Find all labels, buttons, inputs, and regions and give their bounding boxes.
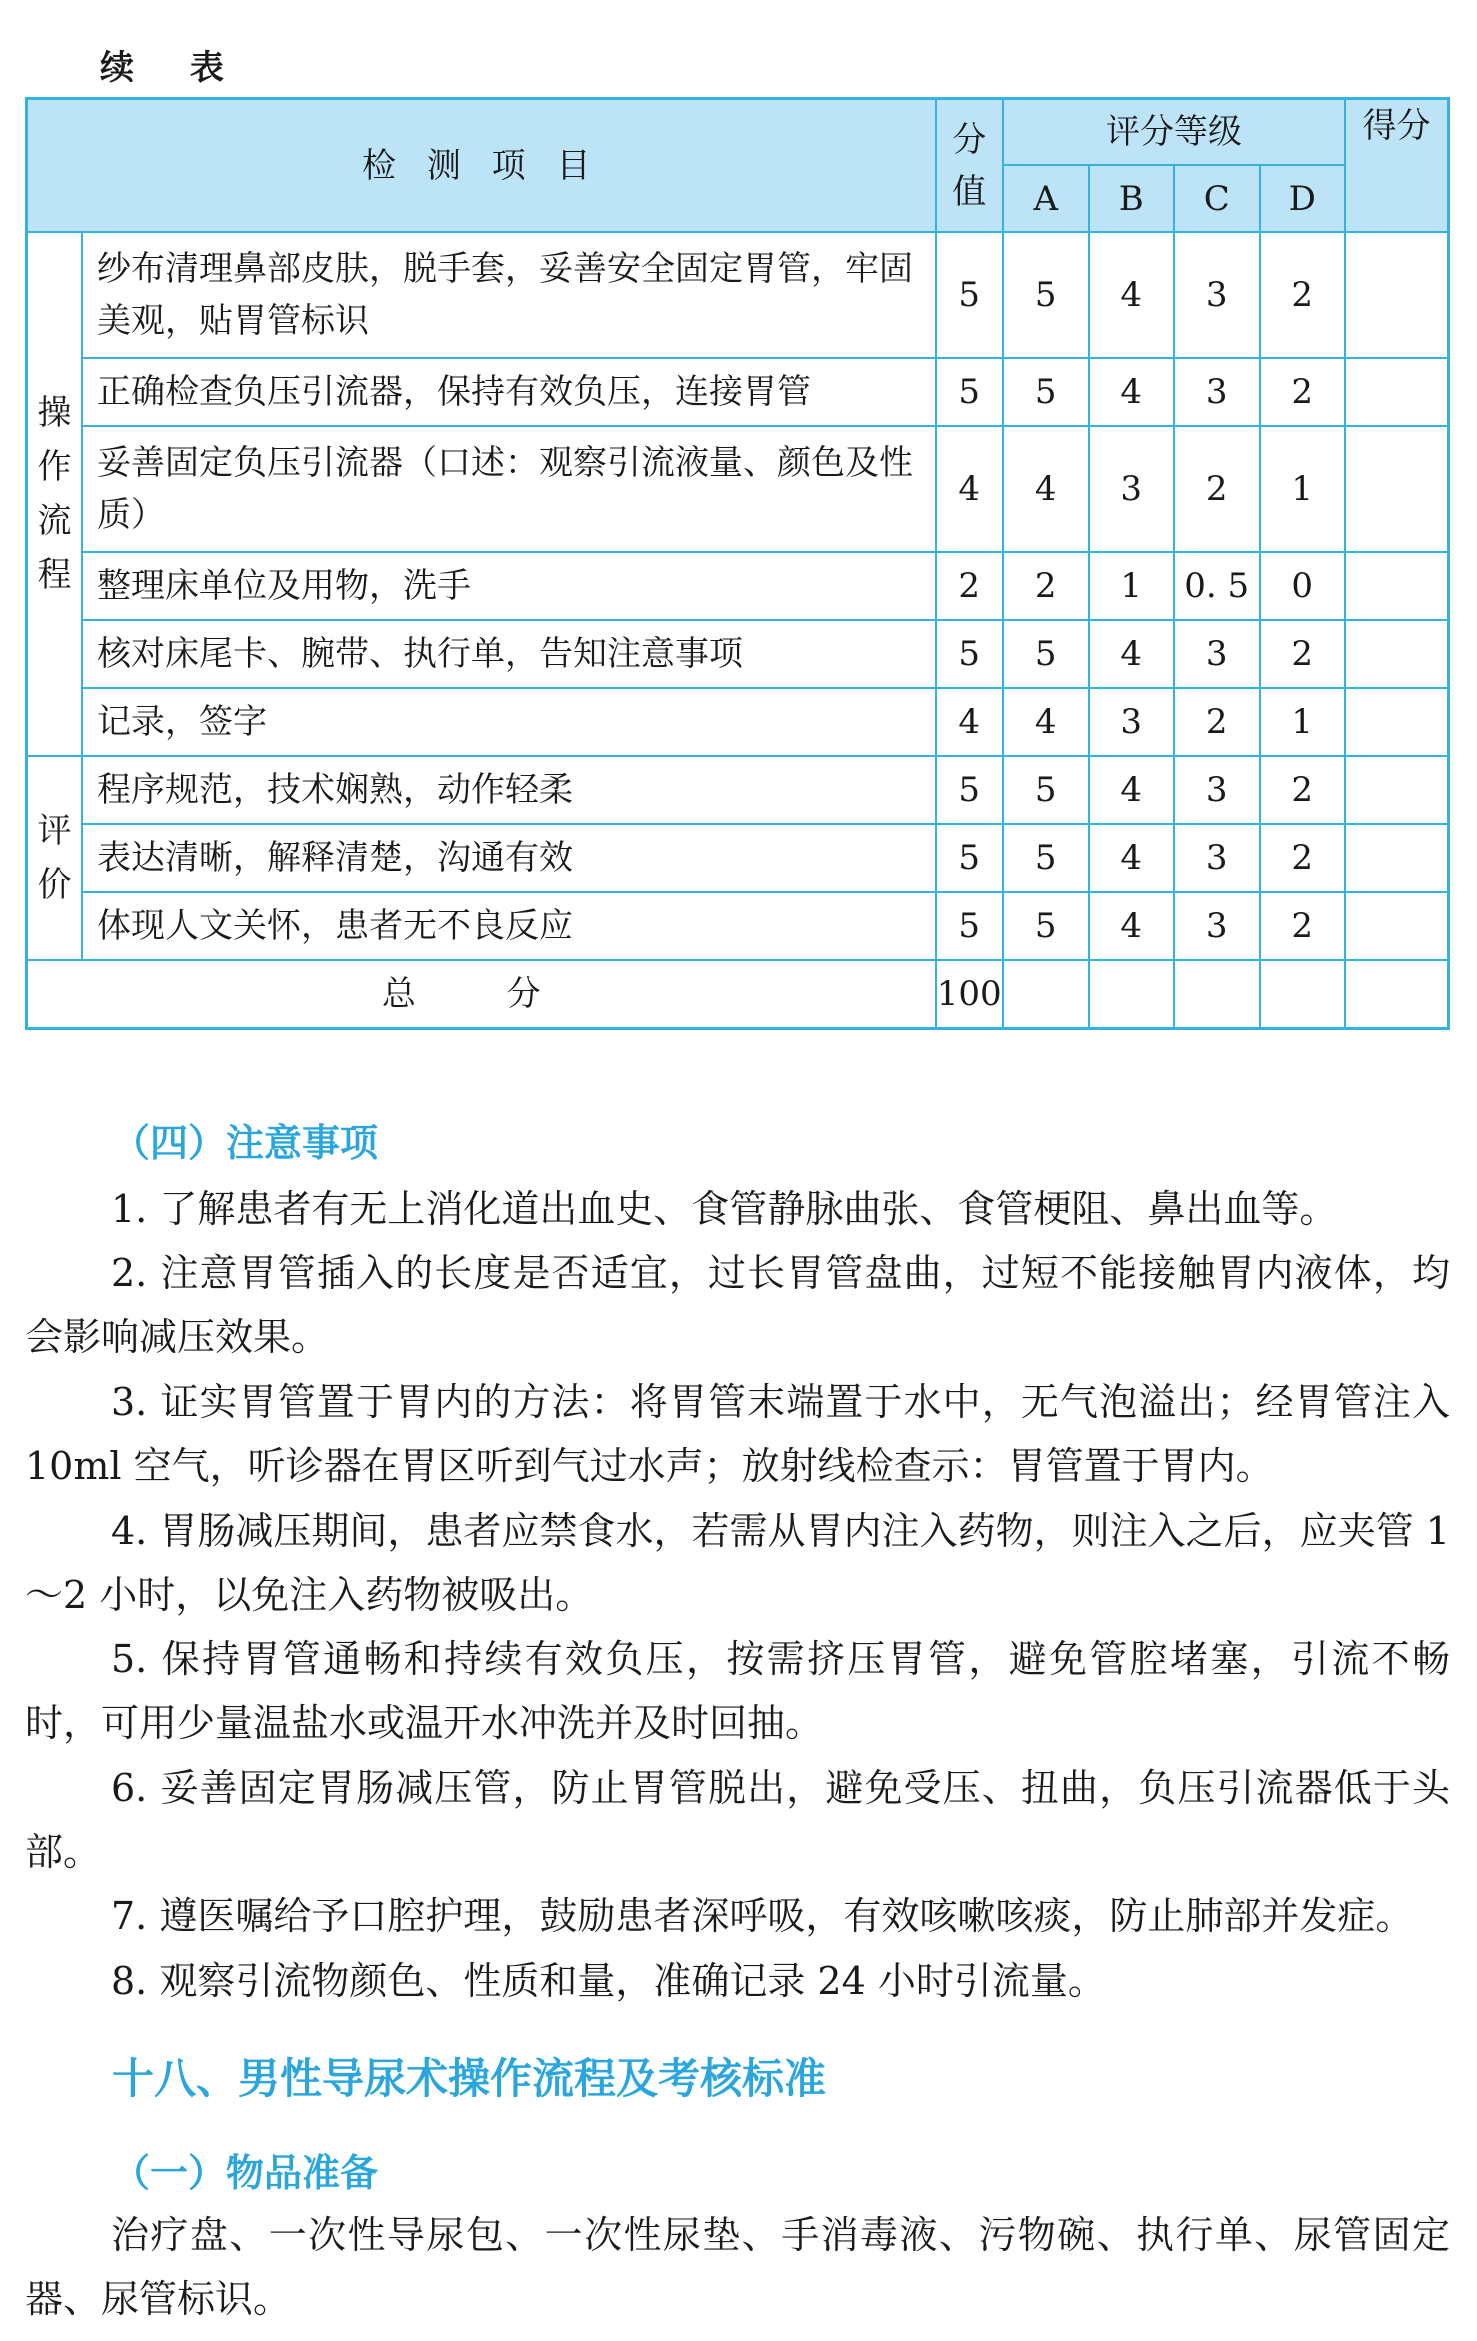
row-grade-d: 1	[1260, 688, 1346, 756]
chapter-title: 十八、男性导尿术操作流程及考核标准	[112, 2054, 827, 2103]
row-grade-a: 5	[1003, 756, 1089, 824]
row-value: 2	[936, 552, 1004, 620]
row-item: 记录，签字	[82, 688, 936, 756]
table-row	[27, 358, 1449, 426]
row-score	[1345, 232, 1449, 358]
row-score	[1345, 824, 1449, 892]
row-grade-d: 2	[1260, 824, 1346, 892]
total-grade-b	[1089, 960, 1175, 1028]
row-grade-a: 5	[1003, 620, 1089, 688]
precaution-item: 3. 证实胃管置于胃内的方法：将胃管末端置于水中，无气泡溢出；经胃管注入 10ml 空气，听诊器在胃区听到气过水声；放射线检查示：胃管置于胃内。	[25, 1380, 1450, 1488]
row-grade-c: 3	[1174, 232, 1260, 358]
row-grade-a: 5	[1003, 824, 1089, 892]
row-grade-b: 4	[1089, 892, 1175, 960]
row-value: 4	[936, 426, 1004, 552]
supplies-text: 治疗盘、一次性导尿包、一次性尿垫、手消毒液、污物碗、执行单、尿管固定器、尿管标识。	[25, 2213, 1450, 2321]
header-grade-c: C	[1174, 165, 1260, 232]
row-grade-d: 2	[1260, 892, 1346, 960]
row-grade-b: 4	[1089, 620, 1175, 688]
row-grade-d: 2	[1260, 756, 1346, 824]
row-grade-c: 3	[1174, 892, 1260, 960]
row-grade-a: 4	[1003, 426, 1089, 552]
total-label: 总 分	[27, 960, 936, 1028]
supplies-title: （一）物品准备	[112, 2150, 379, 2195]
header-score: 得分	[1345, 99, 1449, 233]
row-score	[1345, 688, 1449, 756]
row-grade-b: 3	[1089, 688, 1175, 756]
precaution-item: 2. 注意胃管插入的长度是否适宜，过长胃管盘曲，过短不能接触胃内液体，均会影响减压效果。	[25, 1251, 1450, 1359]
row-item: 程序规范，技术娴熟，动作轻柔	[82, 756, 936, 824]
row-grade-d: 2	[1260, 358, 1346, 426]
total-score	[1345, 960, 1449, 1028]
precautions-title: （四）注意事项	[112, 1120, 379, 1165]
category-evaluation: 评价	[27, 756, 83, 960]
row-grade-c: 3	[1174, 358, 1260, 426]
row-value: 5	[936, 232, 1004, 358]
row-grade-c: 2	[1174, 426, 1260, 552]
row-grade-b: 3	[1089, 426, 1175, 552]
total-grade-d	[1260, 960, 1346, 1028]
total-row	[27, 960, 1449, 1028]
row-grade-c: 3	[1174, 824, 1260, 892]
header-grade-b: B	[1089, 165, 1175, 232]
row-grade-b: 4	[1089, 824, 1175, 892]
row-grade-b: 1	[1089, 552, 1175, 620]
row-grade-b: 4	[1089, 358, 1175, 426]
row-grade-a: 5	[1003, 232, 1089, 358]
row-score	[1345, 892, 1449, 960]
row-grade-c: 3	[1174, 620, 1260, 688]
row-item: 体现人文关怀，患者无不良反应	[82, 892, 936, 960]
row-grade-c: 3	[1174, 756, 1260, 824]
table-row	[27, 756, 1449, 824]
table-row	[27, 620, 1449, 688]
row-grade-d: 2	[1260, 232, 1346, 358]
row-score	[1345, 552, 1449, 620]
row-value: 4	[936, 688, 1004, 756]
row-value: 5	[936, 756, 1004, 824]
row-grade-b: 4	[1089, 756, 1175, 824]
row-value: 5	[936, 892, 1004, 960]
header-grade-a: A	[1003, 165, 1089, 232]
table-row	[27, 426, 1449, 552]
row-grade-a: 5	[1003, 892, 1089, 960]
row-grade-c: 2	[1174, 688, 1260, 756]
row-grade-a: 2	[1003, 552, 1089, 620]
row-grade-a: 5	[1003, 358, 1089, 426]
row-grade-d: 0	[1260, 552, 1346, 620]
row-item: 正确检查负压引流器，保持有效负压，连接胃管	[82, 358, 936, 426]
row-item: 妥善固定负压引流器（口述：观察引流液量、颜色及性质）	[82, 426, 936, 552]
total-grade-a	[1003, 960, 1089, 1028]
precaution-item: 5. 保持胃管通畅和持续有效负压，按需挤压胃管，避免管腔堵塞，引流不畅时，可用少量温盐水或温开水冲洗并及时回抽。	[25, 1637, 1450, 1745]
row-item: 整理床单位及用物，洗手	[82, 552, 936, 620]
table-row	[27, 552, 1449, 620]
row-score	[1345, 756, 1449, 824]
category-process: 操作流程	[27, 232, 83, 756]
row-item: 纱布清理鼻部皮肤，脱手套，妥善安全固定胃管，牢固美观，贴胃管标识	[82, 232, 936, 358]
row-score	[1345, 620, 1449, 688]
precaution-item: 8. 观察引流物颜色、性质和量，准确记录 24 小时引流量。	[111, 1959, 1106, 2003]
continued-table-label: 续 表	[100, 48, 246, 88]
total-value: 100	[936, 960, 1004, 1028]
row-grade-d: 2	[1260, 620, 1346, 688]
row-grade-b: 4	[1089, 232, 1175, 358]
header-grade-d: D	[1260, 165, 1346, 232]
table-row	[27, 232, 1449, 358]
precaution-item: 7. 遵医嘱给予口腔护理，鼓励患者深呼吸，有效咳嗽咳痰，防止肺部并发症。	[111, 1894, 1414, 1938]
table-row	[27, 824, 1449, 892]
table-row	[27, 688, 1449, 756]
row-grade-c: 0. 5	[1174, 552, 1260, 620]
row-score	[1345, 358, 1449, 426]
total-grade-c	[1174, 960, 1260, 1028]
header-grade-group: 评分等级	[1003, 99, 1345, 166]
scoring-table	[25, 97, 1450, 1030]
precaution-item: 4. 胃肠减压期间，患者应禁食水，若需从胃内注入药物，则注入之后，应夹管 1～2 小时，以免注入药物被吸出。	[25, 1509, 1450, 1617]
precaution-item: 1. 了解患者有无上消化道出血史、食管静脉曲张、食管梗阻、鼻出血等。	[111, 1187, 1338, 1231]
precaution-item: 6. 妥善固定胃肠减压管，防止胃管脱出，避免受压、扭曲，负压引流器低于头部。	[25, 1766, 1450, 1874]
row-value: 5	[936, 824, 1004, 892]
row-grade-d: 1	[1260, 426, 1346, 552]
row-score	[1345, 426, 1449, 552]
header-item: 检 测 项 目	[27, 99, 936, 233]
row-item: 核对床尾卡、腕带、执行单，告知注意事项	[82, 620, 936, 688]
row-value: 5	[936, 358, 1004, 426]
header-value: 分值	[936, 99, 1004, 233]
row-grade-a: 4	[1003, 688, 1089, 756]
row-value: 5	[936, 620, 1004, 688]
table-row	[27, 892, 1449, 960]
row-item: 表达清晰，解释清楚，沟通有效	[82, 824, 936, 892]
